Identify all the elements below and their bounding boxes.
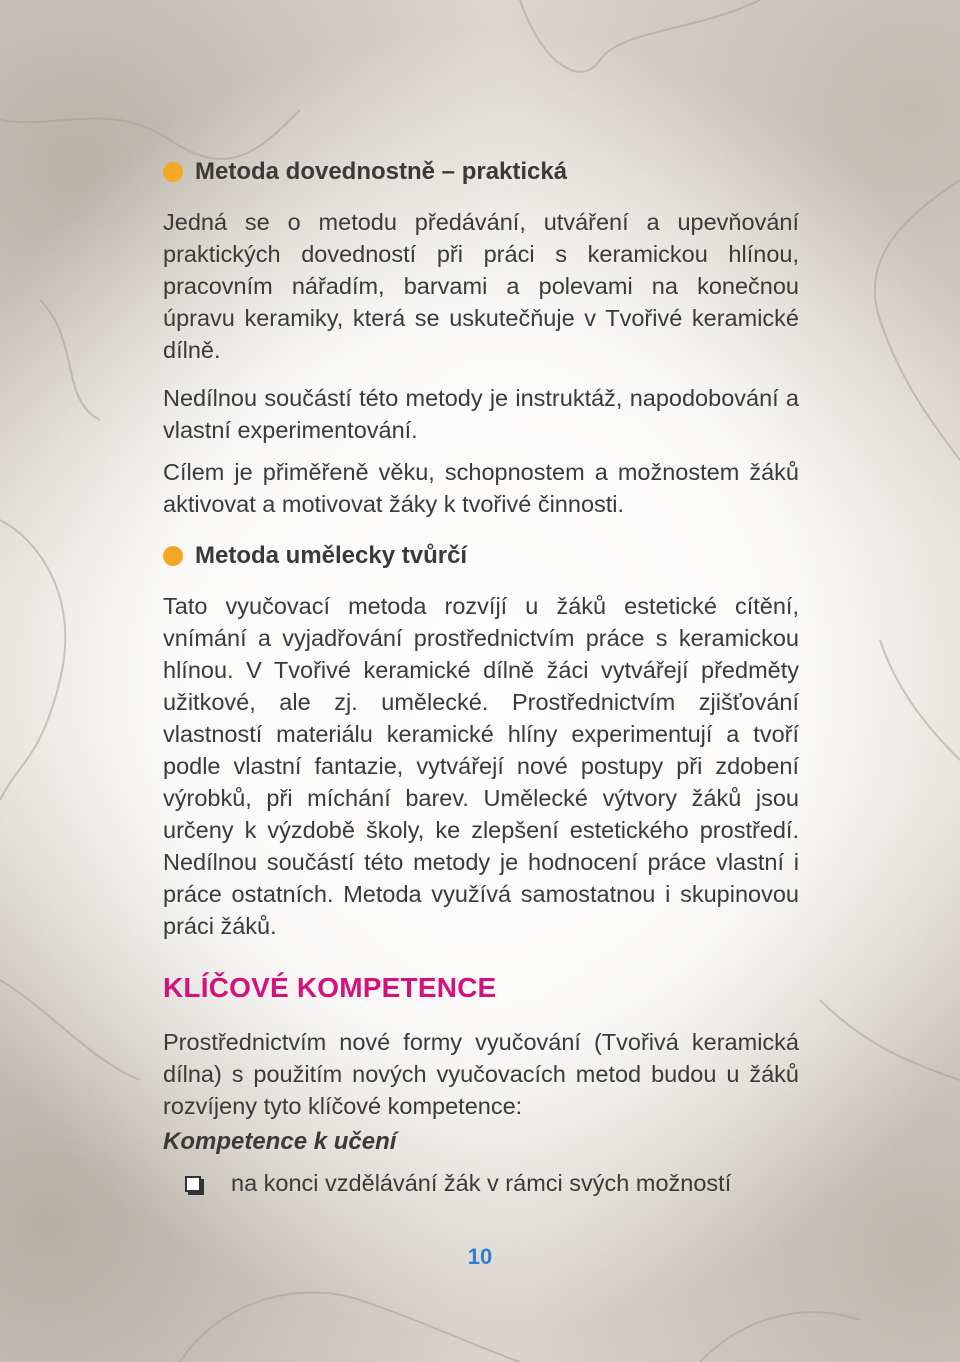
section-title: Metoda dovednostně – praktická — [195, 158, 568, 185]
key-competences-intro: Prostřednictvím nové formy vyučování (Tvořivá keramická dílna) s použitím nových vyučovacích metod budou u žáků rozvíjeny tyto klíčové kompetence: — [163, 1028, 799, 1119]
section-heading — [163, 158, 567, 186]
paragraph: Nedílnou součástí této metody je instruktáž, napodobování a vlastní experimentování. — [163, 384, 799, 443]
orange-dot-icon — [163, 162, 183, 182]
list-item — [185, 1170, 731, 1197]
page-number: 10 — [467, 1244, 493, 1269]
checkbox-icon — [185, 1176, 201, 1192]
paragraph: Jedná se o metodu předávání, utváření a upevňování praktických dovedností při práci s keramickou hlínou, pracovním nářadím, barvami a polevami na konečnou úpravu keramiky, která se uskutečňuje v Tvořivé keramické dílně. — [163, 208, 799, 363]
paragraph: Tato vyučovací metoda rozvíjí u žáků estetické cítění, vnímání a vyjadřování prostřednictvím práce s keramickou hlínou. V Tvořivé keramické dílně žáci vytvářejí předměty užitkové, ale zj. umělecké. Prostřednictvím zjišťování vlastností materiálu keramické hlíny experimentují a tvoří podle vlastní fantazie, vytvářejí nové postupy při zdobení výrobků, při míchání barev. Umělecké výtvory žáků jsou určeny k výzdobě školy, ke zlepšení estetického prostředí. Nedílnou součástí této metody je hodnocení práce vlastní i práce ostatních. Metoda využívá samostatnou i skupinovou práci žáků. — [163, 592, 799, 939]
key-competences-title: KLÍČOVÉ KOMPETENCE — [163, 972, 497, 1003]
section-heading — [163, 542, 467, 570]
paragraph: Cílem je přiměřeně věku, schopnostem a možnostem žáků aktivovat a motivovat žáky k tvořivé činnosti. — [163, 458, 799, 517]
list-item-text: na konci vzdělávání žák v rámci svých možností — [231, 1170, 732, 1196]
section-title: Metoda umělecky tvůrčí — [195, 542, 468, 569]
competence-subheading: Kompetence k učení — [163, 1128, 397, 1155]
orange-dot-icon — [163, 546, 183, 566]
